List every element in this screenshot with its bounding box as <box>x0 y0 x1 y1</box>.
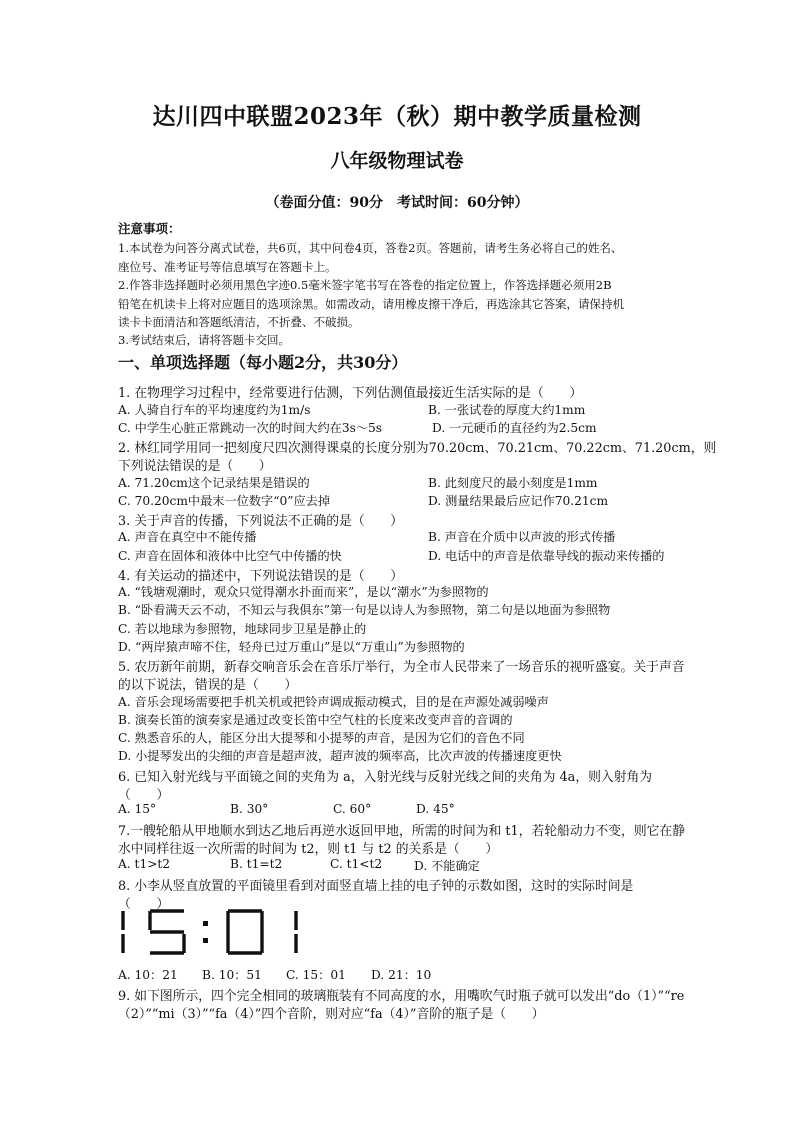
question-option: B. t1=t2 <box>230 857 283 871</box>
question-option: C. 熟悉音乐的人，能区分出大提琴和小提琴的声音，是因为它们的音色不同 <box>118 731 525 745</box>
question-option: A. 15° <box>118 802 157 816</box>
question-stem: 2. 林红同学用同一把刻度尺四次测得课桌的长度分别为70.20cm、70.21cm、70.22cm、71.20cm，则 <box>118 441 717 456</box>
question-stem: （ ） <box>118 788 170 803</box>
question-option: C. 60° <box>333 802 372 816</box>
question-option: C. t1<t2 <box>330 857 383 871</box>
section-heading: 一、单项选择题（每小题2分，共30分） <box>118 353 408 372</box>
question-option: A. 10：21 <box>118 968 178 982</box>
notice-line: 座位号、准考证号等信息填写在答题卡上。 <box>118 260 337 274</box>
question-option: C. 70.20cm中最末一位数字“0”应去掉 <box>118 494 331 508</box>
notice-line: 1.本试卷为问答分离式试卷，共6页，其中问卷4页，答卷2页。答题前，请考生务必将自己的姓名、 <box>118 241 623 255</box>
notice-line: 读卡卡面清洁和答题纸清洁，不折叠、不破损。 <box>118 315 360 329</box>
clock-colon-dot <box>203 921 208 926</box>
question-option: A. 人骑自行车的平均速度约为1m/s <box>118 403 311 417</box>
question-stem: 8. 小李从竖直放置的平面镜里看到对面竖直墙上挂的电子钟的示数如图，这时的实际时间是 <box>118 879 634 894</box>
question-option: C. 15：01 <box>286 968 346 982</box>
question-option: A. “钱塘观潮时，观众只觉得潮水扑面而来”，是以“潮水”为参照物的 <box>118 585 489 599</box>
question-stem: （ ） <box>118 897 170 912</box>
question-stem: 4. 有关运动的描述中，下列说法错误的是（ ） <box>118 569 404 584</box>
question-option: A. 声音在真空中不能传播 <box>118 530 257 544</box>
question-option: A. t1>t2 <box>118 857 171 871</box>
exam-title: 达川四中联盟2023年（秋）期中教学质量检测 <box>152 103 642 130</box>
question-option: B. 声音在介质中以声波的形式传播 <box>428 530 616 544</box>
question-stem: 的以下说法，错误的是（ ） <box>118 678 298 693</box>
question-option: D. 测量结果最后应记作70.21cm <box>428 494 609 508</box>
question-option: D. 不能确定 <box>414 859 480 873</box>
question-option: B. “卧看满天云不动，不知云与我俱东”第一句是以诗人为参照物，第二句是以地面为参照物 <box>118 603 611 617</box>
clock-colon-dot <box>203 938 208 943</box>
question-stem: 5. 农历新年前期，新春交响音乐会在音乐厅举行，为全市人民带来了一场音乐的视听盛宴。关于声音 <box>118 660 685 675</box>
question-option: D. 小提琴发出的尖细的声音是超声波，超声波的频率高，比次声波的传播速度更快 <box>118 749 562 763</box>
question-option: B. 一张试卷的厚度大约1mm <box>428 403 586 417</box>
exam-subtitle: 八年级物理试卷 <box>330 150 464 172</box>
question-option: B. 演奏长笛的演奏家是通过改变长笛中空气柱的长度来改变声音的音调的 <box>118 713 513 727</box>
question-stem: 3. 关于声音的传播，下列说法不正确的是（ ） <box>118 514 404 529</box>
question-option: B. 此刻度尺的最小刻度是1mm <box>428 476 598 490</box>
question-option: A. 71.20cm这个记录结果是错误的 <box>118 476 310 490</box>
question-option: D. 一元硬币的直径约为2.5cm <box>432 421 597 435</box>
exam-meta: （卷面分值：90分 考试时间：60分钟） <box>265 195 529 211</box>
question-option: B. 10：51 <box>202 968 262 982</box>
question-option: D. 电话中的声音是依靠导线的振动来传播的 <box>428 549 665 563</box>
question-stem: （2）”“mi（3）”“fa（4）”四个音阶，则对应“fa（4）”音阶的瓶子是（ ） <box>118 1007 545 1022</box>
notice-line: 3.考试结束后，请将答题卡交回。 <box>118 333 290 347</box>
question-option: D. 45° <box>416 802 455 816</box>
notice-line: 铅笔在机读卡上将对应题目的选项涂黑。如需改动，请用橡皮擦干净后，再选涂其它答案，请保持机 <box>118 297 624 311</box>
digital-clock-figure <box>118 908 303 956</box>
notice-line: 2.作答非选择题时必须用黑色字迹0.5毫米签字笔书写在答卷的指定位置上，作答选择题必须用2B <box>118 278 612 292</box>
notice-heading: 注意事项： <box>118 221 181 236</box>
question-stem: 水中同样往返一次所需的时间为 t2，则 t1 与 t2 的关系是（ ） <box>118 842 499 857</box>
question-option: A. 音乐会现场需要把手机关机或把铃声调成振动模式，目的是在声源处减弱噪声 <box>118 695 549 709</box>
question-option: C. 若以地球为参照物，地球同步卫星是静止的 <box>118 622 367 636</box>
question-stem: 6. 已知入射光线与平面镜之间的夹角为 a，入射光线与反射光线之间的夹角为 4a，则入射角为 <box>118 770 653 785</box>
question-option: D. “两岸猿声啼不住，轻舟已过万重山”是以“万重山”为参照物的 <box>118 640 465 654</box>
question-option: D. 21：10 <box>371 968 432 982</box>
question-option: C. 声音在固体和液体中比空气中传播的快 <box>118 549 342 563</box>
question-stem: 下列说法错误的是（ ） <box>118 459 272 474</box>
question-option: C. 中学生心脏正常跳动一次的时间大约在3s～5s <box>118 421 383 435</box>
question-stem: 1. 在物理学习过程中，经常要进行估测，下列估测值最接近生活实际的是（ ） <box>118 386 583 401</box>
question-stem: 7.一艘轮船从甲地顺水到达乙地后再逆水返回甲地，所需的时间为和 t1，若轮船动力不变，则它在静 <box>118 824 686 839</box>
question-stem: 9. 如下图所示，四个完全相同的玻璃瓶装有不同高度的水，用嘴吹气时瓶子就可以发出“do（1）”“re <box>118 989 685 1004</box>
question-option: B. 30° <box>230 802 269 816</box>
